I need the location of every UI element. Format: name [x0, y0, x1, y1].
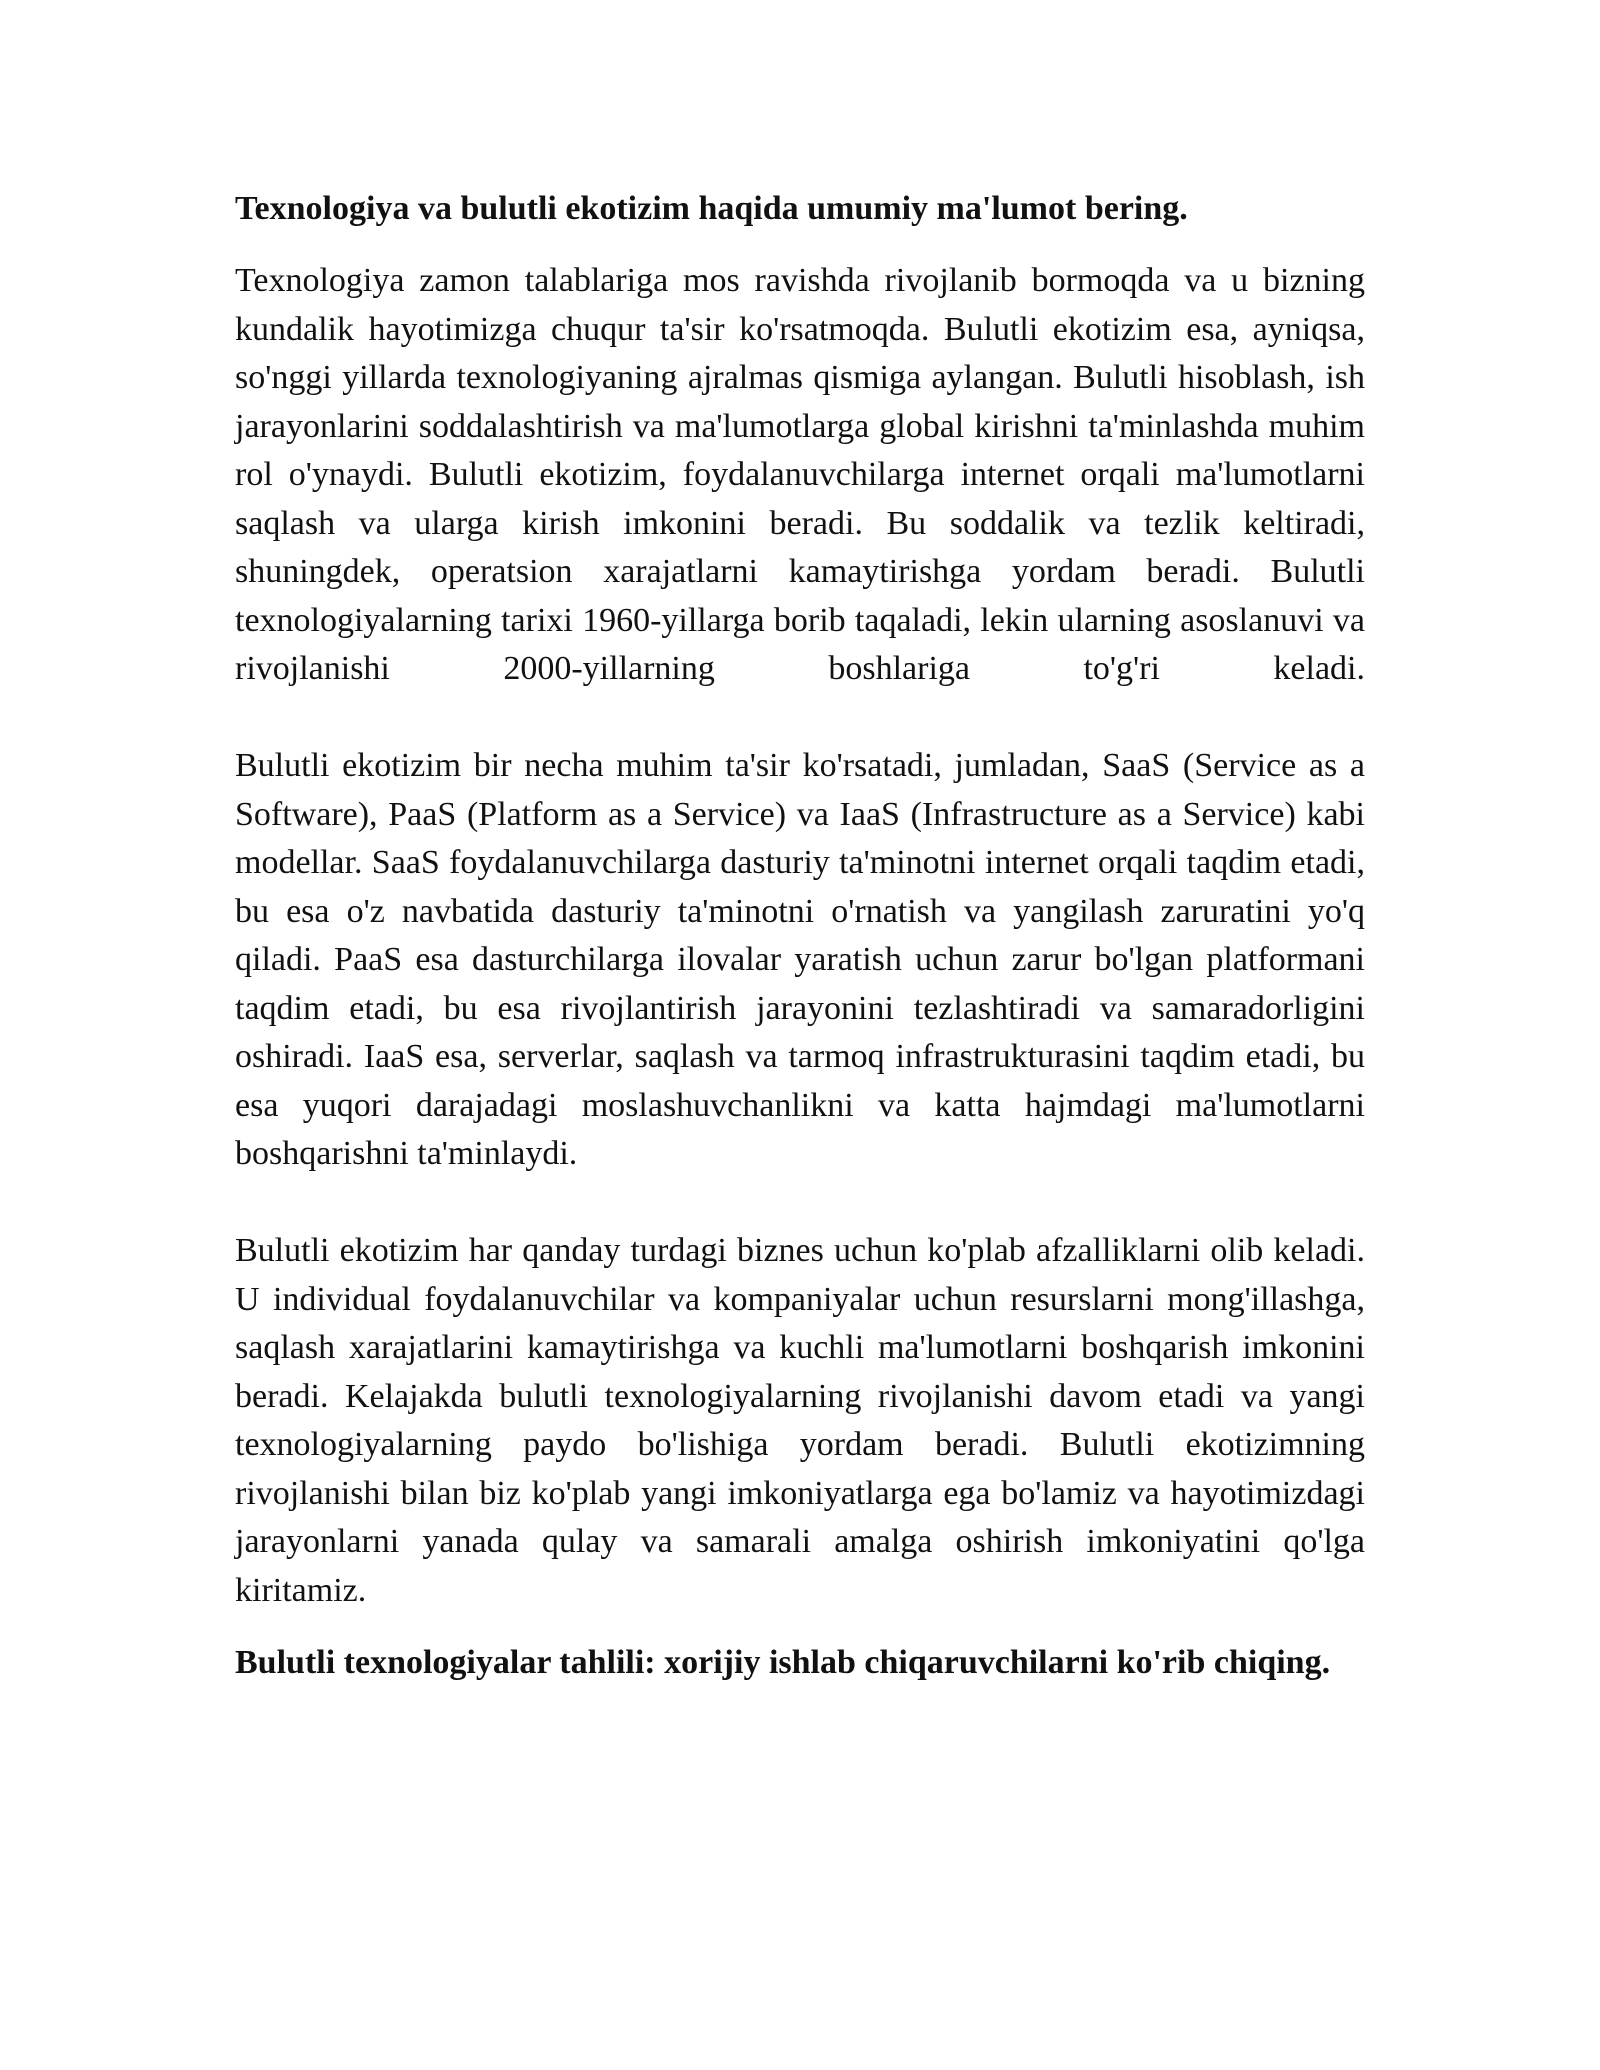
section-heading-overview: Texnologiya va bulutli ekotizim haqida umumiy ma'lumot bering.: [235, 190, 1188, 227]
paragraph-spacer: [235, 1179, 1365, 1228]
paragraph-benefits: Bulutli ekotizim har qanday turdagi biznes uchun ko'plab afzalliklarni olib keladi. U individual foydalanuvchilar va kompaniyalar uchun resurslarni mong'illashga, saqlash xarajatlarini kamaytirishga va kuchli ma'lumotlarni boshqarish imkonini beradi. Kelajakda bulutli texnologiyalarning rivojlanishi davom etadi va yangi texnologiyalarning paydo bo'lishiga yordam beradi. Bulutli ekotizimning rivojlanishi bilan biz ko'plab yangi imkoniyatlarga ega bo'lamiz va hayotimizdagi jarayonlarni yanada qulay va samarali amalga oshirish imkoniyatini qo'lga kiritamiz.: [235, 1232, 1365, 1609]
document-body: [235, 185, 1365, 1686]
paragraph-intro: Texnologiya zamon talablariga mos ravishda rivojlanib bormoqda va u bizning kundalik hayotimizga chuqur ta'sir ko'rsatmoqda. Bulutli ekotizim esa, ayniqsa, so'nggi yillarda texnologiyaning ajralmas qismiga aylangan. Bulutli hisoblash, ish jarayonlarini soddalashtirish va ma'lumotlarga global kirishni ta'minlashda muhim rol o'ynaydi. Bulutli ekotizim, foydalanuvchilarga internet orqali ma'lumotlarni saqlash va ularga kirish imkonini beradi. Bu soddalik va tezlik keltiradi, shuningdek, operatsion xarajatlarni kamaytirishga yordam beradi. Bulutli texnologiyalarning tarixi 1960-yillarga borib taqaladi, lekin ularning asoslanuvi va rivojlanishi 2000-yillarning boshlariga to'g'ri keladi.: [235, 262, 1365, 687]
paragraph-spacer: [235, 694, 1365, 743]
section-heading-analysis: Bulutli texnologiyalar tahlili: xorijiy ishlab chiqaruvchilarni ko'rib chiqing.: [235, 1644, 1331, 1681]
paragraph-service-models: Bulutli ekotizim bir necha muhim ta'sir ko'rsatadi, jumladan, SaaS (Service as a Software), PaaS (Platform as a Service) va IaaS (Infrastructure as a Service) kabi modellar. SaaS foydalanuvchilarga dasturiy ta'minotni internet orqali taqdim etadi, bu esa o'z navbatida dasturiy ta'minotni o'rnatish va yangilash zaruratini yo'q qiladi. PaaS esa dasturchilarga ilovalar yaratish uchun zarur bo'lgan platformani taqdim etadi, bu esa rivojlantirish jarayonini tezlashtiradi va samaradorligini oshiradi. IaaS esa, serverlar, saqlash va tarmoq infrastrukturasini taqdim etadi, bu esa yuqori darajadagi moslashuvchanlikni va katta hajmdagi ma'lumotlarni boshqarishni ta'minlaydi.: [235, 747, 1365, 1172]
